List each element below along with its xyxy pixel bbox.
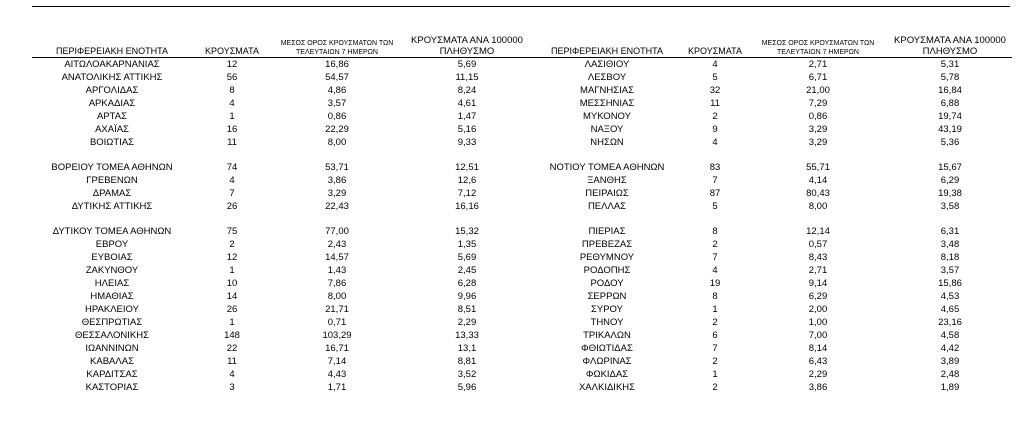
cell-cases: 2: [712, 317, 718, 328]
cell-unit: ΑΙΤΩΛΟΑΚΑΡΝΑΝΙΑΣ: [64, 59, 160, 70]
cell-cases: 8: [712, 226, 718, 237]
cell-cases: 19: [709, 278, 721, 289]
spacer-cell: [532, 213, 1012, 225]
cell-per100k: 1,89: [940, 382, 960, 393]
cell-per100k: 6,88: [940, 98, 960, 109]
cell-per100k: 19,38: [938, 188, 962, 199]
cell-unit: ΧΑΛΚΙΔΙΚΗΣ: [578, 382, 636, 393]
table-row: [532, 174, 1012, 187]
cell-unit: ΑΝΑΤΟΛΙΚΗΣ ΑΤΤΙΚΗΣ: [61, 72, 163, 83]
cell-per100k: 4,42: [940, 343, 960, 354]
cell-avg: 0,57: [808, 239, 828, 250]
cell-cases: 4: [229, 98, 235, 109]
cell-per100k: 16,84: [938, 85, 962, 96]
table-row: [532, 342, 1012, 355]
cell-unit: ΑΡΤΑΣ: [97, 111, 127, 122]
cell-unit: ΝΗΣΩΝ: [590, 137, 624, 148]
cell-avg: 54,57: [325, 72, 349, 83]
cell-per100k: 3,89: [940, 356, 960, 367]
cell-cases: 9: [712, 124, 718, 135]
cell-unit: ΝΟΤΙΟΥ ΤΟΜΕΑ ΑΘΗΝΩΝ: [549, 162, 665, 173]
cell-per100k: 5,69: [457, 59, 477, 70]
cell-per100k: 6,29: [940, 175, 960, 186]
cell-unit: ΡΕΘΥΜΝΟΥ: [579, 252, 635, 263]
cell-per100k: 9,33: [457, 137, 477, 148]
cell-cases: 1: [229, 265, 235, 276]
table-row: [32, 290, 532, 303]
table-row: [32, 123, 532, 136]
cell-avg: 6,29: [808, 291, 828, 302]
cell-per100k: 3,52: [457, 369, 477, 380]
cell-avg: 6,71: [808, 72, 828, 83]
table-row: [532, 161, 1012, 174]
cell-cases: 1: [712, 304, 718, 315]
cell-per100k: 8,18: [940, 252, 960, 263]
cell-per100k: 6,31: [940, 226, 960, 237]
cell-per100k: 2,45: [457, 265, 477, 276]
cell-avg: 14,57: [325, 252, 349, 263]
table-row: [532, 277, 1012, 290]
cell-cases: 5: [712, 201, 718, 212]
cell-cases: 4: [229, 175, 235, 186]
cell-per100k: 4,58: [940, 330, 960, 341]
cell-cases: 2: [712, 382, 718, 393]
left-table: [32, 22, 532, 394]
cell-unit: ΔΥΤΙΚΟΥ ΤΟΜΕΑ ΑΘΗΝΩΝ: [52, 226, 172, 237]
cell-avg: 2,29: [808, 369, 828, 380]
cell-cases: 4: [712, 137, 718, 148]
cell-unit: ΦΛΩΡΙΝΑΣ: [582, 356, 632, 367]
cell-cases: 10: [226, 278, 238, 289]
cell-unit: ΔΥΤΙΚΗΣ ΑΤΤΙΚΗΣ: [71, 201, 153, 212]
cell-unit: ΞΑΝΘΗΣ: [587, 175, 627, 186]
cell-per100k: 9,96: [457, 291, 477, 302]
spacer-cell: [532, 149, 1012, 161]
cell-avg: 55,71: [806, 162, 830, 173]
cell-unit: ΜΥΚΟΝΟΥ: [583, 111, 631, 122]
table-row: [532, 251, 1012, 264]
cell-cases: 74: [226, 162, 238, 173]
header-per100k: ΚΡΟΥΣΜΑΤΑ ΑΝΑ 100000 ΠΛΗΘΥΣΜΟ: [888, 22, 1012, 58]
table-row: [532, 123, 1012, 136]
table-row: [32, 238, 532, 251]
cell-cases: 11: [227, 137, 237, 148]
table-row: [532, 316, 1012, 329]
cell-cases: 26: [226, 304, 238, 315]
cell-avg: 9,14: [808, 278, 828, 289]
cell-avg: 2,00: [808, 304, 828, 315]
cell-avg: 4,86: [327, 85, 347, 96]
cell-avg: 21,71: [325, 304, 349, 315]
cell-per100k: 11,15: [455, 72, 479, 83]
cell-unit: ΤΗΝΟΥ: [590, 317, 624, 328]
cell-cases: 83: [709, 162, 721, 173]
table-row: [532, 187, 1012, 200]
cell-cases: 148: [224, 330, 240, 341]
cell-avg: 1,00: [808, 317, 828, 328]
table-row: [532, 136, 1012, 149]
table-row: [532, 225, 1012, 238]
table-row: [32, 71, 532, 84]
cell-avg: 12,14: [806, 226, 830, 237]
cell-cases: 2: [712, 356, 718, 367]
header-unit: ΠΕΡΙΦΕΡΕΙΑΚΗ ΕΝΟΤΗΤΑ: [532, 22, 682, 58]
header-cases: ΚΡΟΥΣΜΑΤΑ: [682, 22, 748, 58]
table-row: [532, 58, 1012, 72]
table-row: [32, 84, 532, 97]
cell-cases: 4: [712, 265, 718, 276]
table-row: [532, 381, 1012, 394]
cell-unit: ΑΡΓΟΛΙΔΑΣ: [85, 85, 139, 96]
cell-avg: 22,29: [325, 124, 349, 135]
cell-per100k: 15,32: [455, 226, 479, 237]
table-row: [532, 238, 1012, 251]
cell-unit: ΡΟΔΟΥ: [590, 278, 624, 289]
table-row: [532, 97, 1012, 110]
right-table: [532, 22, 1012, 394]
cell-per100k: 43,19: [938, 124, 962, 135]
table-row: [32, 329, 532, 342]
cell-avg: 8,43: [808, 252, 828, 263]
cell-per100k: 5,16: [457, 124, 477, 135]
cell-avg: 4,14: [808, 175, 828, 186]
cell-unit: ΛΑΣΙΘΙΟΥ: [584, 59, 630, 70]
cell-unit: ΜΑΓΝΗΣΙΑΣ: [580, 85, 634, 96]
cell-avg: 3,29: [808, 137, 828, 148]
cell-cases: 11: [710, 98, 720, 109]
cell-avg: 0,86: [808, 111, 828, 122]
left-panel: [32, 22, 532, 394]
table-row: [532, 84, 1012, 97]
cell-unit: ΒΟΙΩΤΙΑΣ: [89, 137, 135, 148]
table-row: [32, 97, 532, 110]
cell-avg: 8,00: [327, 137, 347, 148]
right-table-body: [532, 58, 1012, 395]
table-row: [532, 329, 1012, 342]
table-row: [32, 355, 532, 368]
cell-cases: 2: [229, 239, 235, 250]
cell-per100k: 15,67: [938, 162, 962, 173]
cell-cases: 87: [709, 188, 721, 199]
cell-unit: ΒΟΡΕΙΟΥ ΤΟΜΕΑ ΑΘΗΝΩΝ: [51, 162, 173, 173]
table-row: [32, 277, 532, 290]
cell-cases: 7: [712, 252, 718, 263]
cell-cases: 1: [229, 111, 235, 122]
cell-cases: 16: [226, 124, 238, 135]
cell-unit: ΠΙΕΡΙΑΣ: [588, 226, 626, 237]
cell-per100k: 2,29: [457, 317, 477, 328]
table-row: [532, 200, 1012, 213]
cell-unit: ΙΩΑΝΝΙΝΩΝ: [85, 343, 139, 354]
cell-cases: 7: [229, 188, 235, 199]
cell-avg: 21,00: [806, 85, 830, 96]
cell-cases: 1: [712, 369, 718, 380]
cell-per100k: 4,53: [940, 291, 960, 302]
header-unit: ΠΕΡΙΦΕΡΕΙΑΚΗ ΕΝΟΤΗΤΑ: [32, 22, 192, 58]
cell-unit: ΗΛΕΙΑΣ: [94, 278, 130, 289]
cell-cases: 8: [712, 291, 718, 302]
table-row: [532, 264, 1012, 277]
cell-cases: 12: [226, 59, 238, 70]
cell-cases: 2: [712, 239, 718, 250]
table-row: [532, 355, 1012, 368]
cell-avg: 4,43: [327, 369, 347, 380]
cell-unit: ΜΕΣΣΗΝΙΑΣ: [579, 98, 635, 109]
cell-cases: 4: [229, 369, 235, 380]
cell-avg: 7,86: [327, 278, 347, 289]
cell-unit: ΣΥΡΟΥ: [591, 304, 623, 315]
cell-avg: 8,00: [327, 291, 347, 302]
cell-avg: 8,14: [808, 343, 828, 354]
cell-unit: ΘΕΣΣΑΛΟΝΙΚΗΣ: [75, 330, 149, 341]
table-row: [32, 110, 532, 123]
spacer-row: [32, 213, 532, 225]
cell-unit: ΕΥΒΟΙΑΣ: [91, 252, 133, 263]
cell-per100k: 16,16: [455, 201, 479, 212]
cell-avg: 0,71: [327, 317, 347, 328]
cell-per100k: 4,65: [940, 304, 960, 315]
cell-avg: 3,86: [808, 382, 828, 393]
cell-per100k: 5,36: [940, 137, 960, 148]
cell-cases: 32: [709, 85, 721, 96]
table-row: [32, 316, 532, 329]
cell-cases: 5: [712, 72, 718, 83]
cell-avg: 2,71: [808, 59, 828, 70]
header-avg: ΜΕΣΟΣ ΟΡΟΣ ΚΡΟΥΣΜΑΤΩΝ ΤΩΝ ΤΕΛΕΥΤΑΙΩΝ 7 ΗΜΕΡΩΝ: [272, 22, 402, 58]
cell-cases: 75: [226, 226, 238, 237]
cell-per100k: 15,86: [938, 278, 962, 289]
table-row: [32, 342, 532, 355]
table-row: [32, 368, 532, 381]
cell-per100k: 2,48: [940, 369, 960, 380]
cell-avg: 1,71: [327, 382, 347, 393]
cell-avg: 1,43: [327, 265, 347, 276]
cell-avg: 2,43: [327, 239, 347, 250]
cell-avg: 16,86: [325, 59, 349, 70]
cell-avg: 16,71: [325, 343, 349, 354]
table-row: [32, 136, 532, 149]
table-row: [532, 303, 1012, 316]
cell-unit: ΛΕΣΒΟΥ: [587, 72, 627, 83]
cell-per100k: 3,58: [940, 201, 960, 212]
cell-cases: 4: [712, 59, 718, 70]
table-row: [32, 303, 532, 316]
cell-cases: 6: [712, 330, 718, 341]
cell-unit: ΔΡΑΜΑΣ: [92, 188, 132, 199]
cell-per100k: 8,51: [457, 304, 477, 315]
header-avg: ΜΕΣΟΣ ΟΡΟΣ ΚΡΟΥΣΜΑΤΩΝ ΤΩΝ ΤΕΛΕΥΤΑΙΩΝ 7 ΗΜΕΡΩΝ: [748, 22, 888, 58]
cell-avg: 6,43: [808, 356, 828, 367]
cell-unit: ΦΩΚΙΔΑΣ: [585, 369, 629, 380]
cell-unit: ΓΡΕΒΕΝΩΝ: [86, 175, 138, 186]
cell-per100k: 8,24: [457, 85, 477, 96]
cell-per100k: 12,51: [455, 162, 479, 173]
cell-per100k: 3,57: [940, 265, 960, 276]
left-header-row: [32, 22, 532, 58]
spacer-cell: [32, 213, 532, 225]
cell-avg: 3,86: [327, 175, 347, 186]
cell-per100k: 1,47: [457, 111, 477, 122]
table-row: [532, 290, 1012, 303]
cell-avg: 2,71: [808, 265, 828, 276]
cell-per100k: 13,33: [455, 330, 479, 341]
table-row: [532, 71, 1012, 84]
cell-unit: ΚΑΡΔΙΤΣΑΣ: [86, 369, 138, 380]
cell-cases: 11: [227, 356, 237, 367]
cell-per100k: 6,28: [457, 278, 477, 289]
cell-unit: ΑΡΚΑΔΙΑΣ: [88, 98, 136, 109]
cell-avg: 103,29: [322, 330, 352, 341]
cell-unit: ΤΡΙΚΑΛΩΝ: [583, 330, 631, 341]
spacer-row: [532, 213, 1012, 225]
table-row: [32, 225, 532, 238]
spacer-row: [32, 149, 532, 161]
right-header-row: [532, 22, 1012, 58]
cell-per100k: 5,96: [457, 382, 477, 393]
table-row: [32, 200, 532, 213]
cell-avg: 53,71: [325, 162, 349, 173]
cell-avg: 3,57: [327, 98, 347, 109]
cell-per100k: 4,61: [457, 98, 477, 109]
cell-unit: ΗΡΑΚΛΕΙΟΥ: [85, 304, 139, 315]
cell-avg: 22,43: [325, 201, 349, 212]
cell-unit: ΕΒΡΟΥ: [95, 239, 129, 250]
cell-avg: 80,43: [806, 188, 830, 199]
cell-unit: ΡΟΔΟΠΗΣ: [583, 265, 631, 276]
cell-per100k: 23,16: [938, 317, 962, 328]
cell-unit: ΖΑΚΥΝΘΟΥ: [85, 265, 139, 276]
cell-unit: ΘΕΣΠΡΩΤΙΑΣ: [81, 317, 143, 328]
cell-avg: 8,00: [808, 201, 828, 212]
header-cases: ΚΡΟΥΣΜΑΤΑ: [192, 22, 272, 58]
cell-cases: 3: [229, 382, 235, 393]
cell-per100k: 7,12: [457, 188, 477, 199]
cell-unit: ΦΘΙΩΤΙΔΑΣ: [581, 343, 633, 354]
cell-cases: 7: [712, 343, 718, 354]
cell-unit: ΠΕΛΛΑΣ: [587, 201, 627, 212]
cell-unit: ΣΕΡΡΩΝ: [587, 291, 627, 302]
cell-unit: ΑΧΑΪΑΣ: [95, 124, 129, 135]
table-row: [32, 251, 532, 264]
cell-cases: 22: [226, 343, 238, 354]
table-row: [32, 187, 532, 200]
cell-per100k: 5,69: [457, 252, 477, 263]
table-row: [32, 161, 532, 174]
left-table-body: [32, 58, 532, 395]
table-row: [532, 110, 1012, 123]
cell-per100k: 5,78: [940, 72, 960, 83]
cell-cases: 1: [229, 317, 235, 328]
spacer-cell: [32, 149, 532, 161]
cell-avg: 7,14: [327, 356, 347, 367]
table-row: [532, 368, 1012, 381]
table-row: [32, 58, 532, 72]
cell-cases: 56: [226, 72, 238, 83]
cell-per100k: 12,6: [457, 175, 477, 186]
top-rule: [32, 6, 1010, 7]
table-row: [32, 264, 532, 277]
table-row: [32, 381, 532, 394]
cell-cases: 7: [712, 175, 718, 186]
cell-cases: 26: [226, 201, 238, 212]
cell-cases: 14: [226, 291, 238, 302]
spacer-row: [532, 149, 1012, 161]
cell-unit: ΠΡΕΒΕΖΑΣ: [581, 239, 633, 250]
cell-unit: ΗΜΑΘΙΑΣ: [90, 291, 134, 302]
cell-unit: ΚΑΒΑΛΑΣ: [90, 356, 134, 367]
cell-cases: 2: [712, 111, 718, 122]
cell-unit: ΝΑΞΟΥ: [590, 124, 624, 135]
cell-per100k: 13,1: [457, 343, 477, 354]
cell-avg: 77,00: [325, 226, 349, 237]
cell-cases: 12: [226, 252, 238, 263]
cell-cases: 8: [229, 85, 235, 96]
header-per100k: ΚΡΟΥΣΜΑΤΑ ΑΝΑ 100000 ΠΛΗΘΥΣΜΟ: [402, 22, 532, 58]
cell-avg: 3,29: [327, 188, 347, 199]
cell-avg: 0,86: [327, 111, 347, 122]
cell-per100k: 8,81: [457, 356, 477, 367]
cell-per100k: 1,35: [457, 239, 477, 250]
right-panel: [532, 22, 1012, 394]
cell-per100k: 5,31: [940, 59, 960, 70]
cell-per100k: 19,74: [938, 111, 962, 122]
cell-per100k: 3,48: [940, 239, 960, 250]
cell-unit: ΠΕΙΡΑΙΩΣ: [585, 188, 629, 199]
cell-unit: ΚΑΣΤΟΡΙΑΣ: [85, 382, 139, 393]
table-row: [32, 174, 532, 187]
cell-avg: 7,29: [808, 98, 828, 109]
cell-avg: 7,00: [808, 330, 828, 341]
cell-avg: 3,29: [808, 124, 828, 135]
